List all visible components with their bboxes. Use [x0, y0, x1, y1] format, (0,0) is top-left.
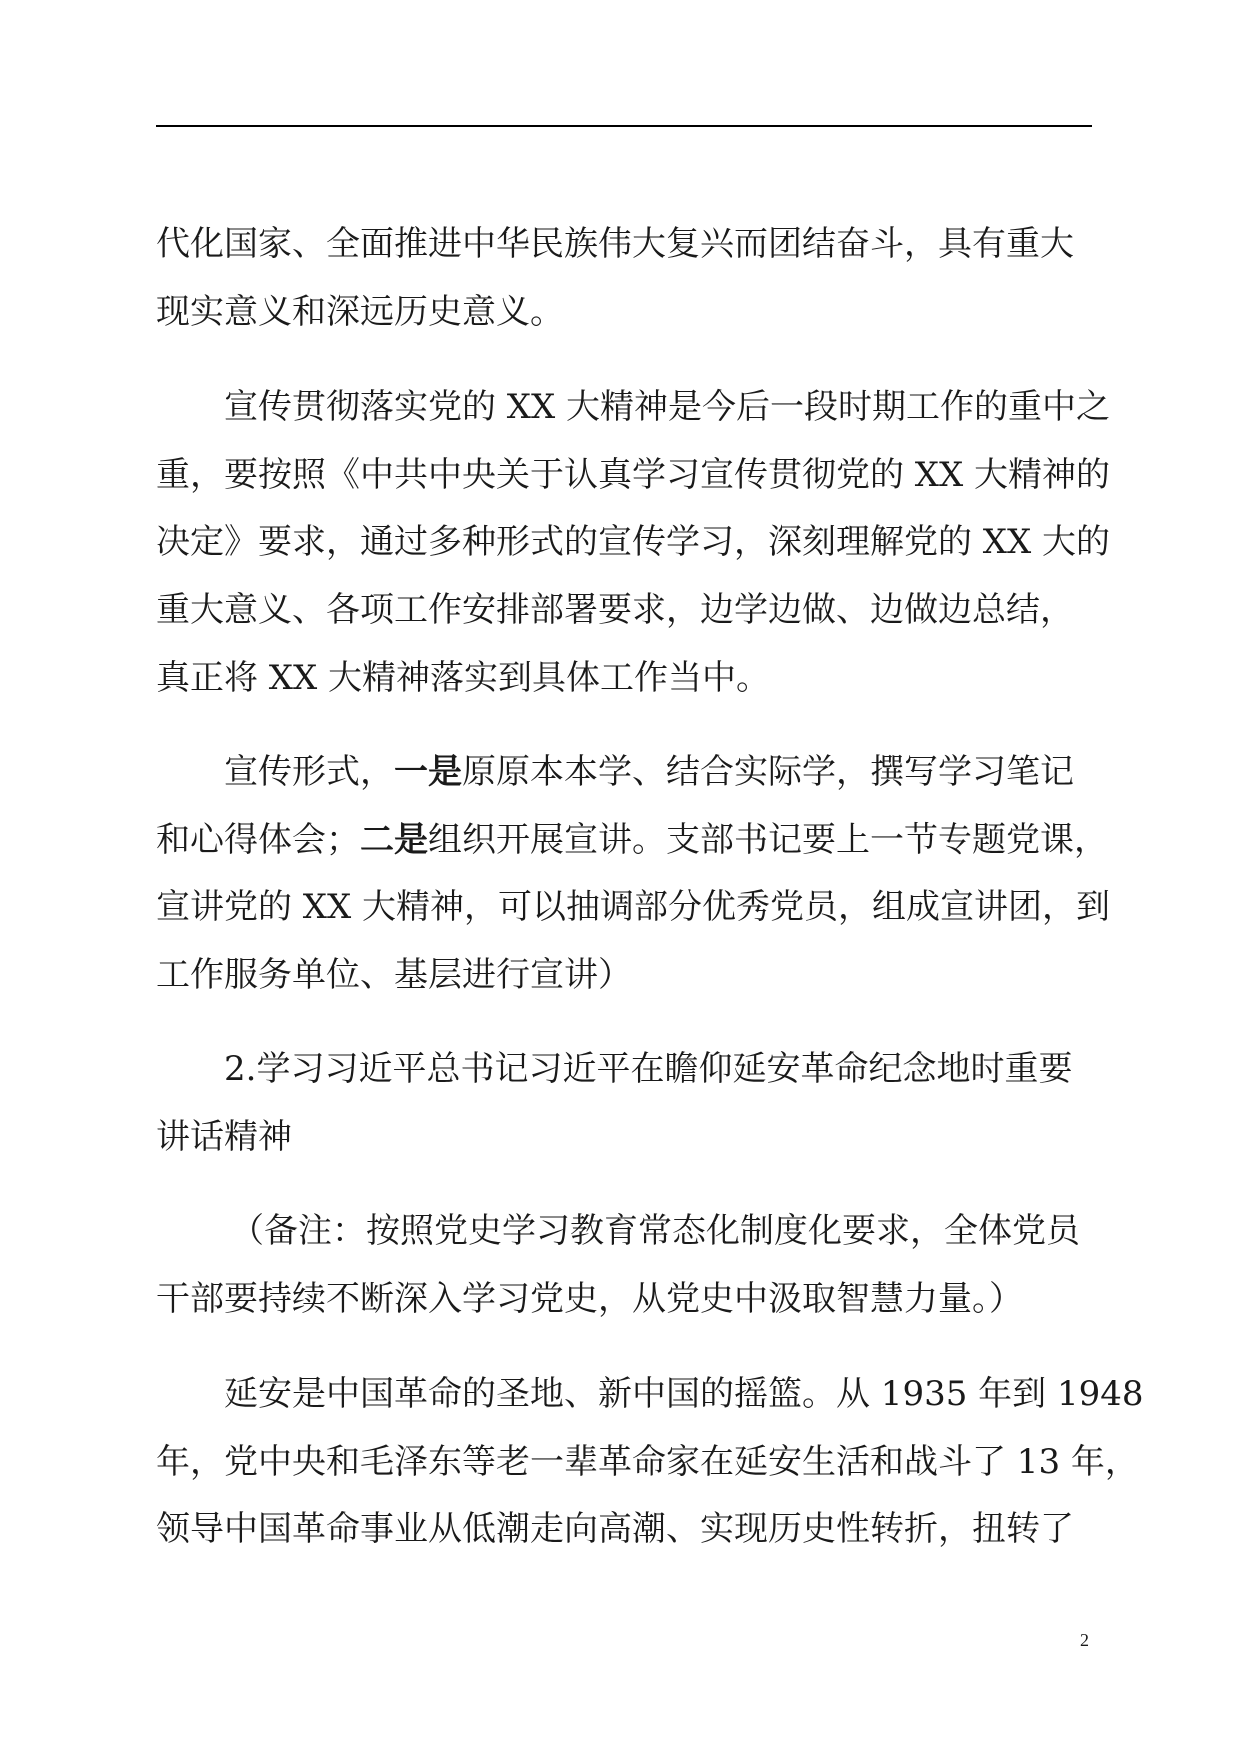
- section-heading-line: 2.学习习近平总书记习近平在瞻仰延安革命纪念地时重要: [224, 1049, 1073, 1089]
- header-rule: [156, 125, 1092, 127]
- paragraph-line: 年，党中央和毛泽东等老一辈革命家在延安生活和战斗了 13 年，: [156, 1442, 1139, 1482]
- paragraph-line: [156, 820, 1108, 860]
- paragraph-line: 宣传贯彻落实党的 XX 大精神是今后一段时期工作的重中之: [224, 387, 1111, 427]
- paragraph-line: 工作服务单位、基层进行宣讲）: [156, 955, 632, 995]
- text-run: 和心得体会；: [156, 820, 360, 860]
- paragraph-line: 重，要按照《中共中央关于认真学习宣传贯彻党的 XX 大精神的: [156, 455, 1111, 495]
- section-heading-line: 讲话精神: [156, 1117, 292, 1157]
- paragraph-line: 现实意义和深远历史意义。: [156, 292, 564, 332]
- bold-run: 一是: [394, 752, 462, 792]
- paragraph-line: [224, 752, 1074, 792]
- text-run: 原原本本学、结合实际学，撰写学习笔记: [462, 752, 1074, 792]
- bold-run: 二是: [360, 820, 428, 860]
- text-run: 组织开展宣讲。支部书记要上一节专题党课，: [428, 820, 1108, 860]
- paragraph-line: 真正将 XX 大精神落实到具体工作当中。: [156, 658, 771, 698]
- paragraph-line: 宣讲党的 XX 大精神，可以抽调部分优秀党员，组成宣讲团，到: [156, 887, 1111, 927]
- paragraph-line: 代化国家、全面推进中华民族伟大复兴而团结奋斗，具有重大: [156, 224, 1074, 264]
- page-number: 2: [1080, 1630, 1089, 1650]
- paragraph-line: 决定》要求，通过多种形式的宣传学习，深刻理解党的 XX 大的: [156, 522, 1111, 562]
- paragraph-line: 重大意义、各项工作安排部署要求，边学边做、边做边总结，: [156, 590, 1074, 630]
- note-line: （备注：按照党史学习教育常态化制度化要求，全体党员: [230, 1211, 1080, 1251]
- paragraph-line: 领导中国革命事业从低潮走向高潮、实现历史性转折，扭转了: [156, 1509, 1074, 1549]
- paragraph-line: 延安是中国革命的圣地、新中国的摇篮。从 1935 年到 1948: [224, 1374, 1144, 1414]
- text-run: 宣传形式，: [224, 752, 394, 792]
- note-line: 干部要持续不断深入学习党史，从党史中汲取智慧力量。）: [156, 1279, 1023, 1319]
